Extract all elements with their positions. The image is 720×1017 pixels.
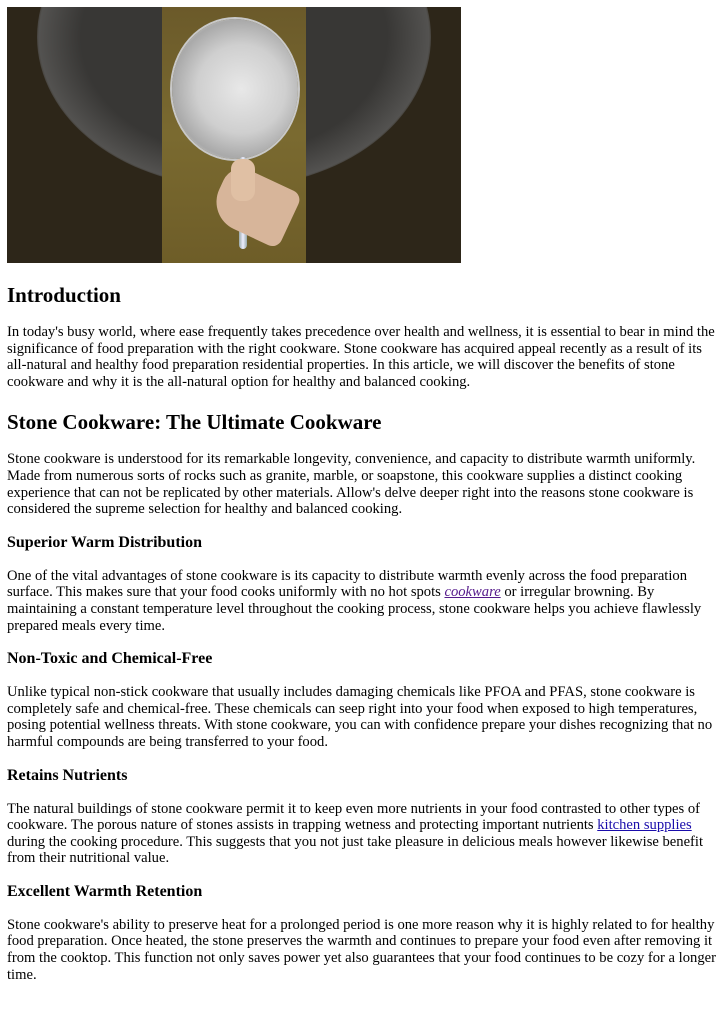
heading-introduction: Introduction xyxy=(7,283,121,307)
text-segment: The natural buildings of stone cookware permit it to keep even more nutrients in your food contrasted to other types of cookware. The porous nature of stones assists in trapping wetness and protecting important nutrients xyxy=(7,800,701,834)
paragraph-warmth-retention: Stone cookware's ability to preserve heat for a prolonged period is one more reason why it is highly related to for healthy food preparation. Once heated, the stone preserves the warmth and continues to prepare your food even after removing it from the cooktop. This function not only saves power yet also guarantees that your food continues to be cozy for a longer time. xyxy=(7,916,716,983)
heading-warm-distribution: Superior Warm Distribution xyxy=(7,533,202,551)
paragraph-introduction: In today's busy world, where ease frequently takes precedence over health and wellness, it is essential to bear in mind the significance of food preparation with the right cookware. Stone cookware has acquired appeal recently as a result of its all-natural and healthy food preparation residential properties. In this article, we will discover the benefits of stone cookware and why it is the all-natural option for healthy and balanced cooking. xyxy=(7,324,715,390)
heading-warmth-retention: Excellent Warmth Retention xyxy=(7,882,203,900)
heading-retains-nutrients: Retains Nutrients xyxy=(7,766,128,784)
heading-ultimate-cookware: Stone Cookware: The Ultimate Cookware xyxy=(7,410,382,435)
paragraph-warm-distribution xyxy=(7,568,719,634)
kitchen-supplies-link[interactable]: kitchen supplies xyxy=(597,817,692,834)
hero-image xyxy=(7,7,461,263)
paragraph-ultimate-cookware: Stone cookware is understood for its remarkable longevity, convenience, and capacity to distribute warmth uniformly. Made from numerous sorts of rocks such as granite, marble, or soapstone, this cookware supplies a distinct cooking experience that can not be replicated by other materials. Allow's delve deeper right into the reasons stone cookware is considered the supreme selection for healthy and balanced cooking. xyxy=(7,451,696,518)
article xyxy=(7,7,719,983)
cookware-link[interactable]: cookware xyxy=(444,584,501,601)
heading-non-toxic: Non-Toxic and Chemical-Free xyxy=(7,650,213,668)
text-segment: One of the vital advantages of stone cookware is its capacity to distribute warmth evenly across the food preparation surface. This makes sure that your food cooks uniformly with no hot spots xyxy=(7,567,688,601)
text-segment: during the cooking procedure. This suggests that you not just take pleasure in delicious meals however likewise benefit from their nutritional value. xyxy=(7,833,704,867)
text-segment: or irregular browning. By maintaining a constant temperature level throughout the cooking process, stone cookware helps you achieve flawlessly prepared meals every time. xyxy=(7,584,702,634)
frying-pan-graphic xyxy=(172,19,298,159)
paragraph-retains-nutrients xyxy=(7,801,719,867)
paragraph-non-toxic: Unlike typical non-stick cookware that usually includes damaging chemicals like PFOA and PFAS, stone cookware is completely safe and chemical-free. These chemicals can seep right into your food when exposed to high temperatures, posing potential wellness threats. With stone cookware, you can with confidence prepare your dishes recognizing that no harmful compounds are being transferred to your food. xyxy=(7,684,713,750)
hand-graphic xyxy=(231,159,255,201)
